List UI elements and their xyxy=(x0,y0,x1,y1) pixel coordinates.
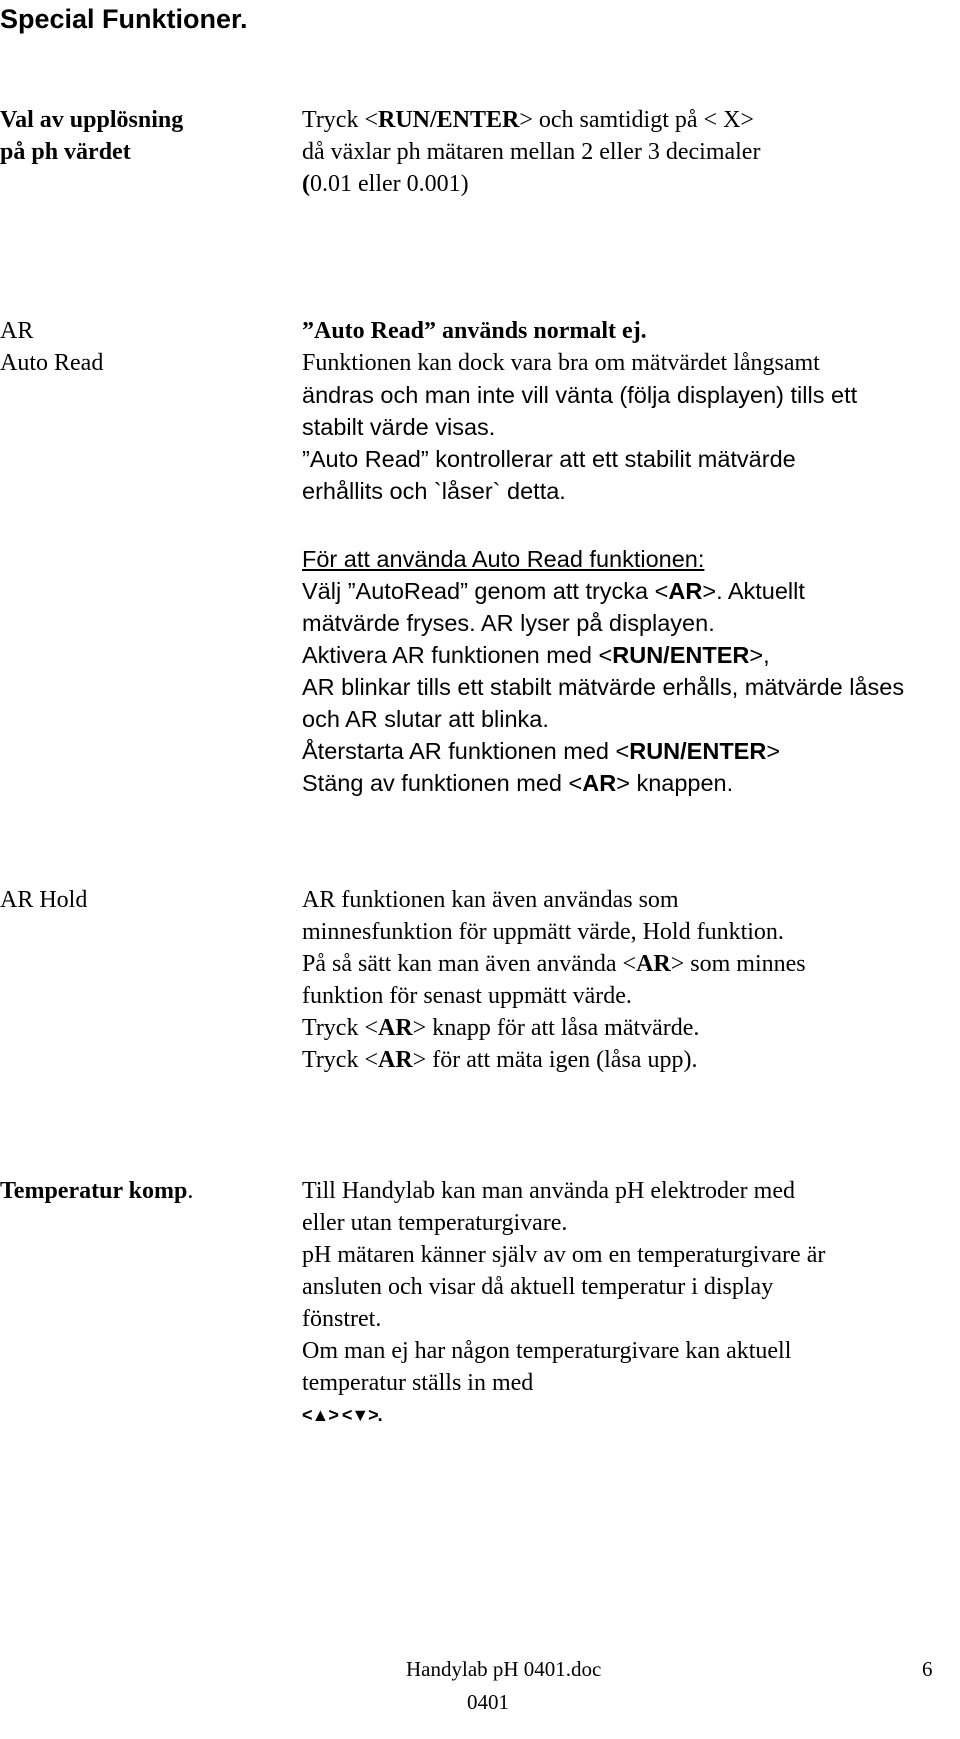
text-line: mätvärde fryses. AR lyser på displayen. xyxy=(302,610,715,636)
text-line: Om man ej har någon temperaturgivare kan aktuell xyxy=(302,1338,792,1364)
footer-filename: Handylab pH 0401.doc xyxy=(406,1657,602,1681)
text-line: funktion för senast uppmätt värde. xyxy=(302,983,632,1009)
ar-hold-text xyxy=(302,884,806,1076)
text-line: Återstarta AR funktionen med <RUN/ENTER> xyxy=(302,738,781,764)
text-line: På så sätt kan man även använda <AR> som minnes xyxy=(302,951,806,977)
text-line: ansluten och visar då aktuell temperatur i display xyxy=(302,1274,774,1300)
text-line: pH mätaren känner själv av om en temperaturgivare är xyxy=(302,1242,826,1268)
arrow-keys-icon: <▲> <▼>. xyxy=(302,1405,382,1425)
autoread-heading: ”Auto Read” används normalt ej. xyxy=(302,318,647,344)
text-line: och AR slutar att blinka. xyxy=(302,706,549,732)
text-line: ändras och man inte vill vänta (följa displayen) tills ett xyxy=(302,382,858,408)
text-line: ”Auto Read” kontrollerar att ett stabilit mätvärde xyxy=(302,446,796,472)
text-line: Till Handylab kan man använda pH elektroder med xyxy=(302,1178,795,1204)
text-line: stabilt värde visas. xyxy=(302,414,496,440)
resolution-text xyxy=(302,104,760,200)
text-line: temperatur ställs in med xyxy=(302,1370,534,1396)
text-line: Aktivera AR funktionen med <RUN/ENTER>, xyxy=(302,642,770,668)
autoread-instructions xyxy=(302,543,904,799)
page-title: Special Funktioner. xyxy=(0,4,248,34)
text-line: erhållits och `låser` detta. xyxy=(302,478,566,504)
text-line: minnesfunktion för uppmätt värde, Hold funktion. xyxy=(302,919,784,945)
text-line: då växlar ph mätaren mellan 2 eller 3 decimaler xyxy=(302,139,761,165)
autoread-subheading: För att använda Auto Read funktionen: xyxy=(302,546,705,572)
temp-comp-label: Temperatur komp. xyxy=(0,1178,194,1204)
autoread-label: AR Auto Read xyxy=(0,318,104,376)
text-line: Tryck <AR> för att mäta igen (låsa upp). xyxy=(302,1047,698,1073)
text-line: AR blinkar tills ett stabilt mätvärde erhålls, mätvärde låses xyxy=(302,674,905,700)
text-line: Tryck <AR> knapp för att låsa mätvärde. xyxy=(302,1015,700,1041)
text-line: Funktionen kan dock vara bra om mätvärdet långsamt xyxy=(302,350,820,376)
autoread-text xyxy=(302,315,857,507)
text-line: Stäng av funktionen med <AR> knappen. xyxy=(302,770,734,796)
text-line: Välj ”AutoRead” genom att trycka <AR>. Aktuellt xyxy=(302,578,805,604)
footer-code: 0401 xyxy=(467,1690,509,1714)
ar-hold-label: AR Hold xyxy=(0,887,88,913)
text-line: fönstret. xyxy=(302,1306,382,1332)
resolution-label: Val av upplösning på ph värdet xyxy=(0,107,184,165)
text-line: AR funktionen kan även användas som xyxy=(302,887,679,913)
text-line: eller utan temperaturgivare. xyxy=(302,1210,568,1236)
page-number: 6 xyxy=(922,1657,933,1681)
temp-comp-text xyxy=(302,1175,825,1399)
text-line: (0.01 eller 0.001) xyxy=(302,171,469,197)
text-line: Tryck <RUN/ENTER> och samtidigt på < X> xyxy=(302,107,754,133)
